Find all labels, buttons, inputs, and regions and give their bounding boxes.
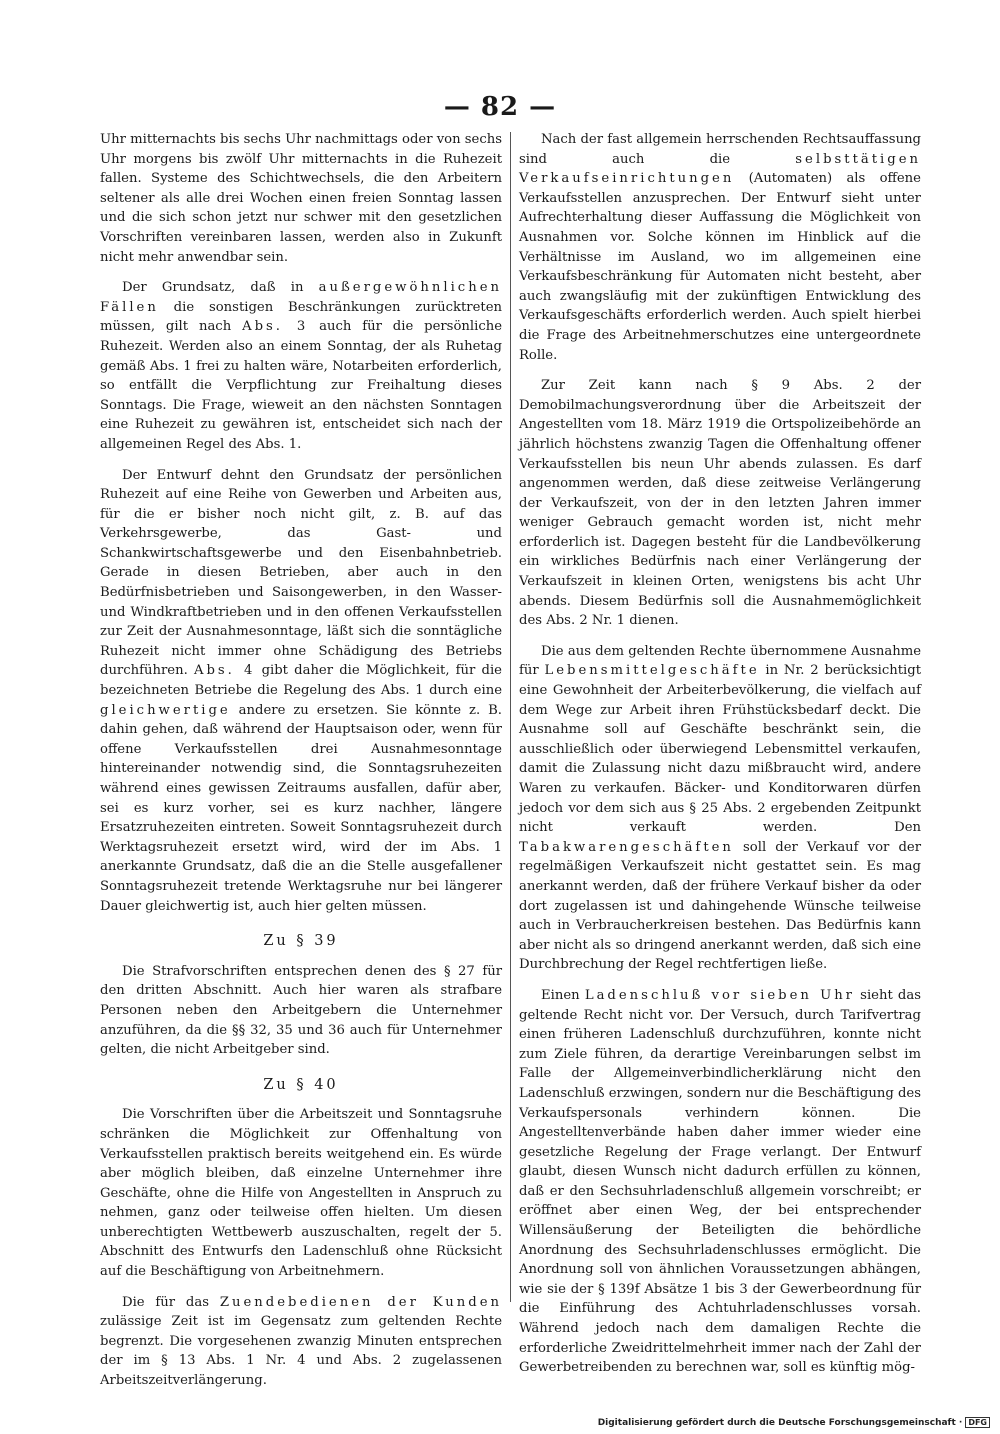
emphasis: Ladenschluß vor sieben Uhr: [584, 987, 855, 1003]
text: gibt daher die Möglichkeit, für die bezeichneten Betriebe die Regelung des Abs. 1 durch eine: [100, 663, 502, 699]
text: in Nr. 2 berücksichtigt eine Gewohnheit der Arbeiterbevölkerung, die vielfach auf dem Wege zur Arbeit ihren Frühstücksbedarf deckt. Die Ausnahme soll auf Geschäfte beschränkt sein, die ausschließlich oder überwiegend Lebensmittel verkaufen, damit die Zulassung nicht dazu mißbraucht wird, andere Waren zu verkaufen. Bäcker- und Konditorwaren dürfen jedoch vor dem sich aus § 25 Abs. 2 ergebenden Zeitpunkt nicht verkauft werden. Den: [519, 663, 921, 836]
paragraph: [100, 278, 502, 454]
column-divider: [510, 132, 511, 1302]
paragraph: Zur Zeit kann nach § 9 Abs. 2 der Demobilmachungsverordnung über die Arbeitszeit der Angestellten vom 18. März 1919 die Ortspolizeibehörde an jährlich höchstens zwanzig Tagen die Offenhaltung offener Verkaufsstellen bis neun Uhr abends zulassen. Es darf angenommen werden, daß diese zeitweise Verlängerung der Verkaufszeit, von der in den letzten Jahren immer weniger Gebrauch gemacht worden ist, nicht mehr erforderlich ist. Dagegen besteht für die Landbevölkerung ein wirkliches Bedürfnis nach einer Verlängerung der Verkaufszeit in kleinen Orten, wenigstens bis acht Uhr abends. Diesem Bedürfnis soll die Ausnahmemöglichkeit des Abs. 2 Nr. 1 dienen.: [519, 378, 921, 629]
paragraph: Die Vorschriften über die Arbeitszeit und Sonntagsruhe schränken die Möglichkeit zur Offenhaltung von Verkaufsstellen praktisch bereits weitgehend ein. Es würde aber möglich bleiben, daß einzelne Unternehmer ihre Geschäfte, ohne die Hilfe von Angestellten in Anspruch zu nehmen, ganz oder teilweise offen hielten. Um diesen unberechtigten Wettbewerb auszuschalten, regelt der 5. Abschnitt des Entwurfs den Ladenschluß ohne Rücksicht auf die Beschäftigung von Arbeitnehmern.: [100, 1107, 502, 1280]
text: Die aus dem geltenden Rechte übernommene Ausnahme für: [519, 643, 921, 679]
paragraph: [100, 466, 502, 917]
paragraph: [519, 642, 921, 975]
paragraph: [519, 986, 921, 1378]
emphasis: Lebensmittelgeschäfte: [544, 663, 760, 679]
digitization-footer: [598, 1417, 990, 1428]
section-heading: Zu § 39: [263, 933, 339, 950]
page-number: — 82 —: [443, 92, 557, 122]
text: sieht das geltende Recht nicht vor. Der Versuch, durch Tarifvertrag einen früheren Ladenschluß durchzuführen, konnte nicht zum Ziele führen, da derartige Vereinbarungen selbst im Falle der Allgemeinverbindlicherklärung nicht den Ladenschluß erzwingen, sondern nur die Beschäftigung des Verkaufspersonals verhindern können. Die Angestelltenverbände haben daher immer wieder eine gesetzliche Regelung der Frage verlangt. Der Entwurf glaubt, diesen Wunsch nicht dadurch erfüllen zu können, daß er den Sechsuhrladenschluß allgemein vorschreibt; er eröffnet aber einen Weg, der bei entsprechender Willensäußerung der Beteiligten die behördliche Anordnung des Sechsuhrladenschlusses ermöglicht. Die Anordnung soll von ähnlichen Voraussetzungen abhängen, wie sie der § 139f Absätze 1 bis 3 der Gewerbeordnung für die Einführung des Achtuhrladenschlusses vorsah. Während jedoch nach dem damaligen Rechte die erforderliche Zweidrittelmehrheit immer nach der Zahl der Gewerbetreibenden zu berechnen war, soll es künftig mög-: [519, 987, 921, 1376]
emphasis: Abs. 3: [242, 319, 309, 335]
paragraph: [100, 1293, 502, 1391]
emphasis: selbsttätigen Verkaufseinrichtungen: [519, 151, 921, 187]
text: zulässige Zeit ist im Gegensatz zum geltenden Rechte begrenzt. Die vorgesehenen zwanzig Minuten entsprechen der im § 13 Abs. 1 Nr. 4 und Abs. 2 zugelassenen Arbeitszeitverlängerung.: [100, 1314, 502, 1389]
footer-text: Digitalisierung gefördert durch die Deutsche Forschungsgemeinschaft ·: [597, 1418, 963, 1428]
text: auch für die persönliche Ruhezeit. Werden also an einem Sonntag, der als Ruhetag gemäß Abs. 1 frei zu halten wäre, Notarbeiten erforderlich, so entfällt die Verpflichtung zur Freihaltung dieses Sonntags. Die Frage, wieweit an den nächsten Sonntagen eine Ruhezeit zu gewähren ist, entscheidet sich nach der allgemeinen Regel des Abs. 1.: [100, 319, 503, 452]
emphasis: Abs. 4: [193, 663, 256, 679]
paragraph: Die Strafvorschriften entsprechen denen des § 27 für den dritten Abschnitt. Auch hier waren als strafbare Personen neben den Arbeitgebern die Unternehmer anzuführen, da die §§ 32, 35 und 36 auch für Unternehmer gelten, die nicht Arbeitgeber sind.: [100, 963, 502, 1058]
text: soll der Verkauf vor der regelmäßigen Verkaufszeit nicht gestattet sein. Es mag anerkannt werden, daß der frühere Verkauf bisher da oder dort zugelassen ist und dahingehende Wünsche teilweise auch in Verbraucherkreisen bestehen. Das Bedürfnis kann aber nicht als so dringend anerkannt werden, daß sich eine Durchbrechung der Regel rechtfertigen ließe.: [519, 839, 921, 973]
section-heading: Zu § 40: [263, 1076, 339, 1093]
right-column: [519, 130, 921, 1389]
left-column: [100, 130, 502, 1402]
text: andere zu ersetzen. Sie könnte z. B. dahin gehen, daß während der Hauptsaison oder, wenn für offene Verkaufsstellen drei Ausnahmesonntage hintereinander notwendig sind, die Sonntagsruhezeiten während eines gewissen Zeitraums ausfallen, dafür aber, sei es kurz vorher, sei es kurz nachher, längere Ersatzruhezeiten eintreten. Soweit Sonntagsruhezeit durch Werktagsruhezeit ersetzt wird, wird der im Abs. 1 anerkannte Grundsatz, daß die an die Stelle ausgefallener Sonntagsruhezeit tretende Werktagsruhe nur bei längerer Dauer gleichwertig ist, auch hier gelten müssen.: [100, 702, 502, 914]
text: Die für das: [122, 1294, 220, 1310]
dfg-logo: DFG: [965, 1417, 990, 1428]
text: Nach der fast allgemein herrschenden Rechtsauffassung sind auch die: [519, 132, 921, 167]
emphasis: außergewöhnlichen Fällen: [100, 280, 502, 315]
paragraph: [519, 130, 921, 365]
emphasis: Zuendebedienen der Kunden: [219, 1294, 502, 1310]
text: Der Grundsatz, daß in: [122, 280, 319, 296]
text: Der Entwurf dehnt den Grundsatz der persönlichen Ruhezeit auf eine Reihe von Gewerben und Arbeiten aus, für die er bisher noch nicht gilt, z. B. auf das Verkehrsgewerbe, das Gast- und Schankwirtschaftsgewerbe und den Eisenbahnbetrieb. Gerade in diesen Betrieben, aber auch in den Bedürfnisbetrieben und Saisongewerben, in den Wasser- und Windkraftbetrieben und in den offenen Verkaufsstellen zur Zeit der Ausnahmesonntage, läßt sich die sonntägliche Ruhezeit nicht immer ohne Schädigung des Betriebs durchführen.: [100, 467, 502, 679]
paragraph: Uhr mitternachts bis sechs Uhr nachmittags oder von sechs Uhr morgens bis zwölf Uhr mitternachts in die Ruhezeit fallen. Systeme des Schichtwechsels, die den Arbeitern seltener als alle drei Wochen einen freien Sonntag lassen und die sich schon jetzt nur schwer mit den gesetzlichen Vorschriften vereinbaren lassen, werden also in Zukunft nicht mehr anwendbar sein.: [100, 132, 502, 265]
text: die sonstigen Beschränkungen zurücktreten müssen, gilt nach: [100, 299, 502, 335]
emphasis: gleichwertige: [100, 702, 231, 718]
text: Einen: [541, 987, 585, 1003]
emphasis: Tabakwarengeschäften: [519, 839, 734, 855]
text: (Automaten) als offene Verkaufsstellen anzusprechen. Der Entwurf sieht unter Aufrechterhaltung dieser Auffassung die Möglichkeit von Ausnahmen vor. Solche können im Hinblick auf die Verhältnisse im Ausland, wo im allgemeinen eine Verkaufsbeschränkung für Automaten nicht besteht, aber auch zwangsläufig mit der zukünftigen Entwicklung des Verkaufsgeschäfts erforderlich werden. Auch spielt hierbei die Frage des Arbeitnehmerschutzes eine untergeordnete Rolle.: [519, 171, 921, 363]
